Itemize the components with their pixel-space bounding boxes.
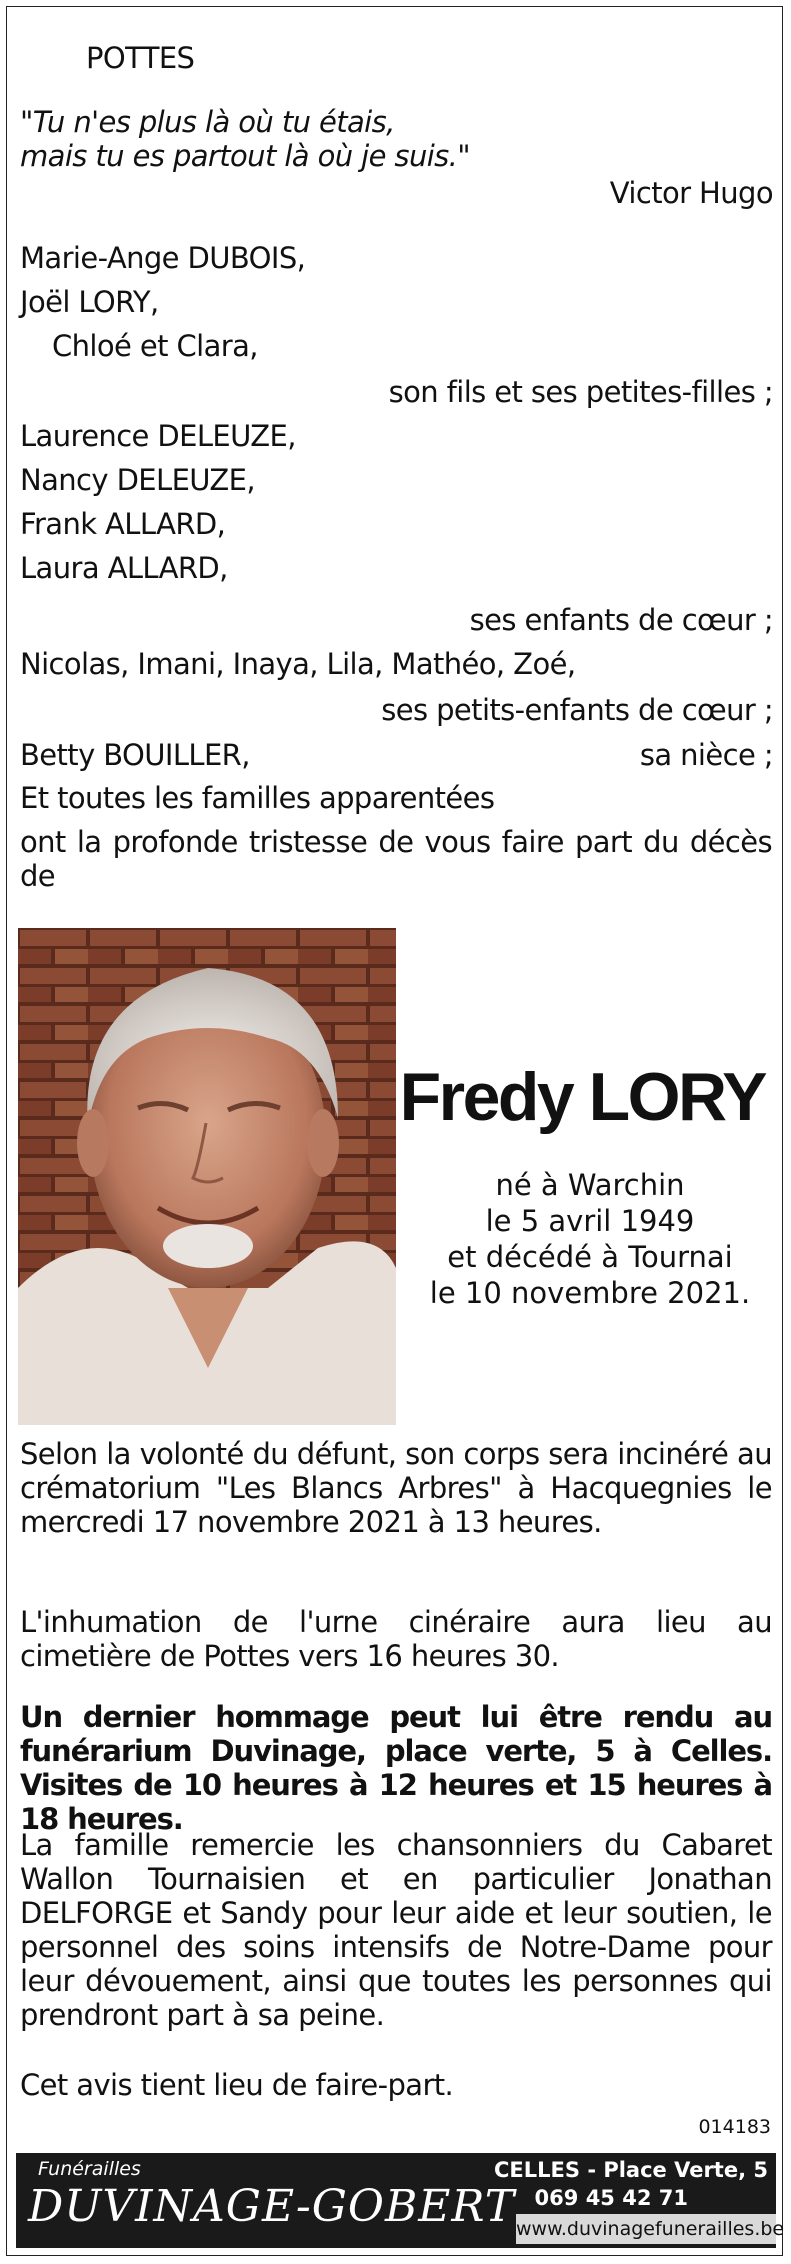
funeral-home-logo: DUVINAGE-GOBERT [28,2181,516,2232]
cremation-paragraph: Selon la volonté du défunt, son corps sera incinéré au crématorium "Les Blancs Arbres" à Hacquegnies le mercredi 17 novembre 2021 à 13 heures. [20,1437,772,1539]
burial-paragraph: L'inhumation de l'urne cinéraire aura lieu au cimetière de Pottes vers 16 heures 30. [20,1605,772,1673]
relation-text: sa nièce ; [639,738,773,772]
family-name: Betty BOUILLER, [20,738,250,772]
family-name: Laura ALLARD, [20,551,228,585]
footer-phone: 069 45 42 71 [534,2186,688,2210]
footer-website-link[interactable]: www.duvinagefunerailles.be [516,2214,776,2244]
quote-author: Victor Hugo [609,176,773,210]
died-place: et décédé à Tournai [447,1240,733,1274]
quote-line-1: "Tu n'es plus là où tu étais, [20,105,395,139]
quote-line-2: mais tu es partout là où je suis." [20,139,471,173]
family-name: Chloé et Clara, [52,329,258,363]
funeral-home-footer [16,2153,785,2248]
relation-text: ses petits-enfants de cœur ; [381,693,773,727]
relation-text: ses enfants de cœur ; [469,603,773,637]
footer-label: Funérailles [38,2158,141,2180]
footer-address: CELLES - Place Verte, 5 [494,2158,768,2182]
deceased-name: Fredy LORY [399,1059,765,1135]
relation-text: son fils et ses petites-filles ; [388,375,773,409]
announcement: ont la profonde tristesse de vous faire part du décès de [20,825,772,893]
family-name: Marie-Ange DUBOIS, [20,241,306,275]
locality: POTTES [86,41,195,75]
born-place: né à Warchin [495,1168,685,1202]
family-name: Nancy DELEUZE, [20,463,256,497]
family-name: Laurence DELEUZE, [20,419,296,453]
born-date: le 5 avril 1949 [485,1204,695,1238]
families-line: Et toutes les familles apparentées [20,781,495,815]
family-names: Nicolas, Imani, Inaya, Lila, Mathéo, Zoé, [20,647,576,681]
reference-number: 014183 [698,2116,771,2138]
closing-line: Cet avis tient lieu de faire-part. [20,2068,454,2102]
died-date: le 10 novembre 2021. [429,1276,751,1310]
family-name: Frank ALLARD, [20,507,226,541]
thanks-paragraph: La famille remercie les chansonniers du Cabaret Wallon Tournaisien et en particulier Jonathan DELFORGE et Sandy pour leur aide et leur soutien, le personnel des soins intensifs de Notre-Dame pour leur dévouement, ainsi que toutes les personnes qui prendront part à sa peine. [20,1828,772,2032]
tribute-paragraph: Un dernier hommage peut lui être rendu au funérarium Duvinage, place verte, 5 à Celles. Visites de 10 heures à 12 heures et 15 heures à 18 heures. [20,1700,772,1836]
portrait-photo [18,928,396,1425]
family-name: Joël LORY, [20,285,159,319]
